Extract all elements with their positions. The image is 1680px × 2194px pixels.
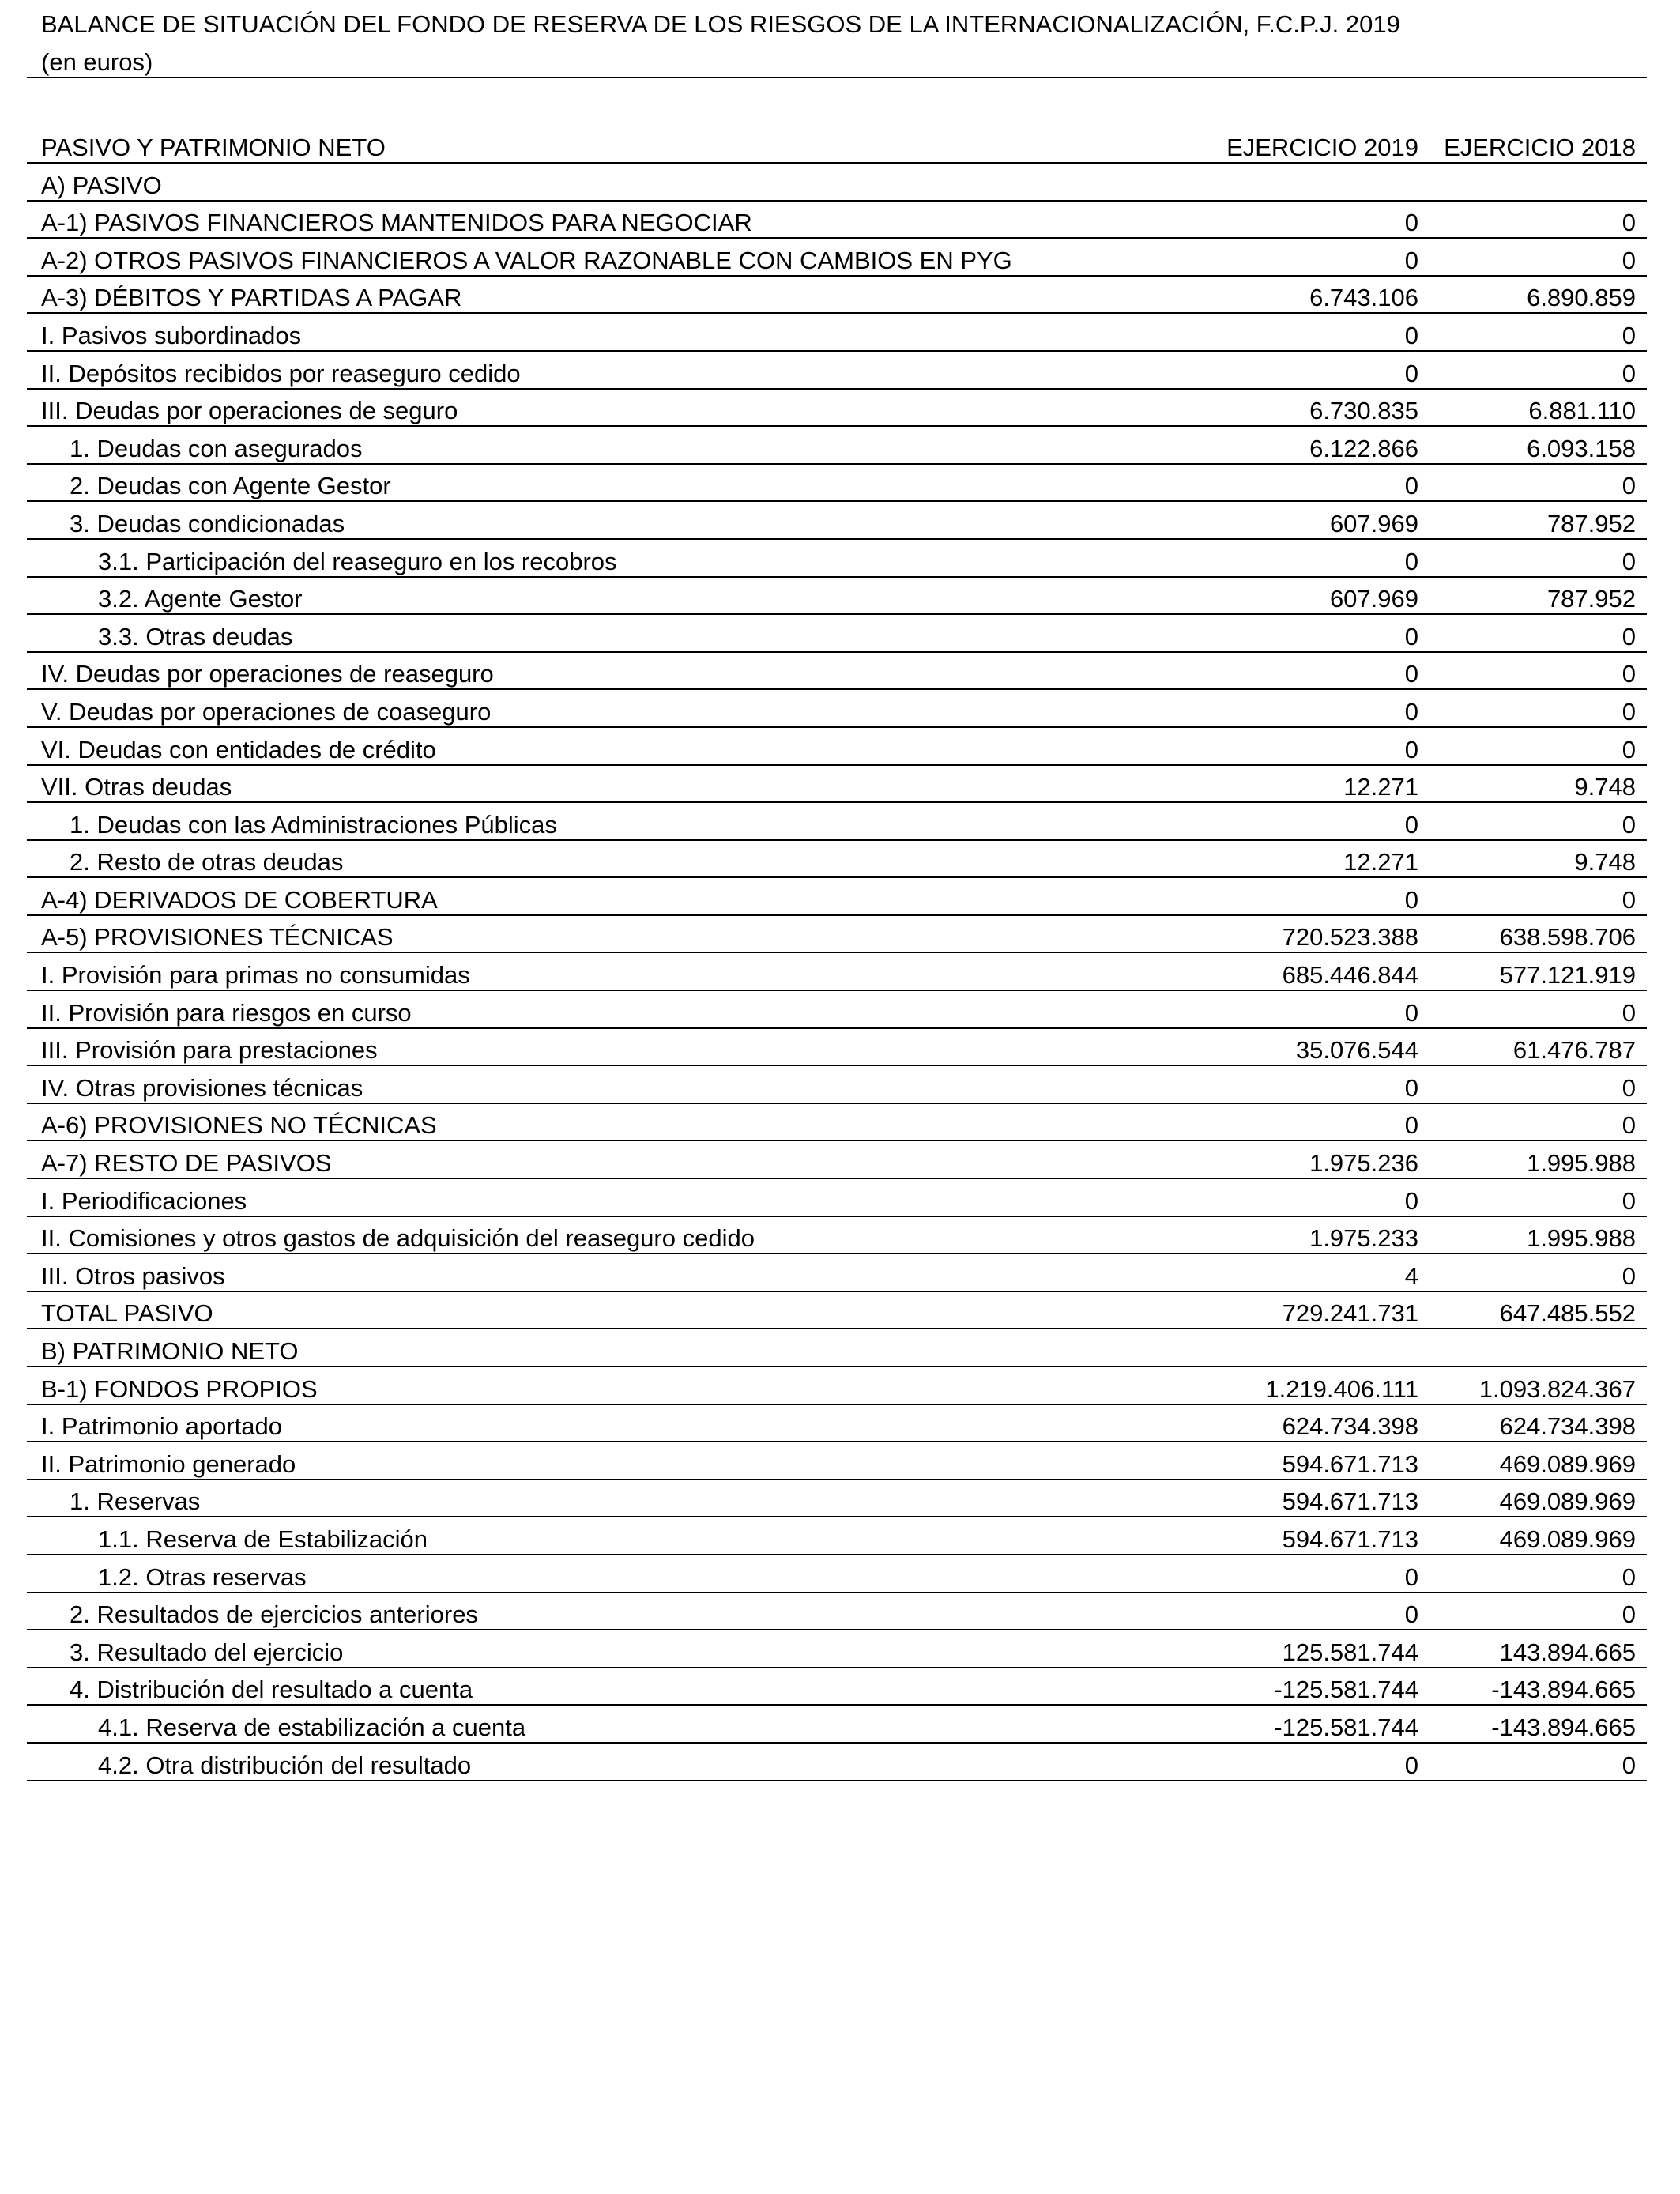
table-row: [27, 238, 1647, 276]
table-row: [27, 1593, 1647, 1630]
row-label: II. Patrimonio generado: [27, 1442, 1212, 1480]
row-value-2019: 0: [1212, 313, 1430, 351]
table-row: [27, 426, 1647, 464]
table-row: [27, 501, 1647, 539]
row-value-2019: 4: [1212, 1253, 1430, 1291]
document-title: BALANCE DE SITUACIÓN DEL FONDO DE RESERVA DE LOS RIESGOS DE LA INTERNACIONALIZACIÓN, F.C.P.J. 2019: [41, 10, 1400, 38]
row-label: IV. Otras provisiones técnicas: [27, 1065, 1212, 1103]
table-row: [27, 990, 1647, 1028]
row-value-2019: 607.969: [1212, 501, 1430, 539]
row-label: TOTAL PASIVO: [27, 1291, 1212, 1329]
row-label: A) PASIVO: [27, 163, 1212, 201]
row-value-2019: 0: [1212, 1103, 1430, 1141]
row-value-2019: 12.271: [1212, 840, 1430, 878]
row-value-2018: -143.894.665: [1430, 1705, 1647, 1743]
row-value-2019: 720.523.388: [1212, 915, 1430, 953]
row-value-2018: 1.995.988: [1430, 1216, 1647, 1254]
row-value-2018: 0: [1430, 1743, 1647, 1781]
row-label: 3.3. Otras deudas: [27, 614, 1212, 652]
row-label: 4.1. Reserva de estabilización a cuenta: [27, 1705, 1212, 1743]
row-value-2019: 1.975.236: [1212, 1140, 1430, 1178]
table-row: [27, 689, 1647, 727]
table-row: [27, 1367, 1647, 1404]
row-value-2018: 0: [1430, 464, 1647, 502]
row-value-2019: 0: [1212, 689, 1430, 727]
row-label: A-5) PROVISIONES TÉCNICAS: [27, 915, 1212, 953]
row-value-2019: 0: [1212, 201, 1430, 239]
header-2019: EJERCICIO 2019: [1212, 126, 1430, 163]
row-value-2018: 0: [1430, 727, 1647, 765]
row-label: V. Deudas por operaciones de coaseguro: [27, 689, 1212, 727]
row-value-2019: 0: [1212, 1743, 1430, 1781]
row-label: 3.2. Agente Gestor: [27, 577, 1212, 615]
row-value-2018: 9.748: [1430, 765, 1647, 803]
row-value-2019: [1212, 1329, 1430, 1367]
header-2018: EJERCICIO 2018: [1430, 126, 1647, 163]
table-row: [27, 877, 1647, 915]
row-label: IV. Deudas por operaciones de reaseguro: [27, 652, 1212, 690]
row-label: I. Patrimonio aportado: [27, 1404, 1212, 1442]
table-row: [27, 276, 1647, 314]
table-row: [27, 652, 1647, 690]
row-value-2019: 125.581.744: [1212, 1630, 1430, 1668]
table-row: [27, 313, 1647, 351]
row-value-2019: 6.743.106: [1212, 276, 1430, 314]
row-label: A-7) RESTO DE PASIVOS: [27, 1140, 1212, 1178]
row-value-2018: 0: [1430, 1065, 1647, 1103]
table-row: [27, 201, 1647, 239]
row-value-2019: 35.076.544: [1212, 1028, 1430, 1066]
row-label: 4. Distribución del resultado a cuenta: [27, 1668, 1212, 1706]
row-value-2019: 0: [1212, 1178, 1430, 1216]
table-row: [27, 915, 1647, 953]
row-value-2019: 1.219.406.111: [1212, 1367, 1430, 1404]
row-value-2019: 0: [1212, 990, 1430, 1028]
row-value-2019: 0: [1212, 652, 1430, 690]
row-label: I. Provisión para primas no consumidas: [27, 952, 1212, 990]
row-value-2018: 61.476.787: [1430, 1028, 1647, 1066]
row-value-2018: 1.093.824.367: [1430, 1367, 1647, 1404]
table-row: [27, 1442, 1647, 1480]
table-row: [27, 1705, 1647, 1743]
row-label: 2. Resultados de ejercicios anteriores: [27, 1593, 1212, 1630]
row-label: II. Comisiones y otros gastos de adquisición del reaseguro cedido: [27, 1216, 1212, 1254]
row-value-2018: 0: [1430, 689, 1647, 727]
row-label: 1.2. Otras reservas: [27, 1555, 1212, 1593]
table-row: [27, 765, 1647, 803]
row-value-2018: 0: [1430, 990, 1647, 1028]
table-row: [27, 1668, 1647, 1706]
row-label: 1. Reservas: [27, 1480, 1212, 1517]
row-label: II. Provisión para riesgos en curso: [27, 990, 1212, 1028]
row-value-2019: 0: [1212, 464, 1430, 502]
row-value-2018: 469.089.969: [1430, 1442, 1647, 1480]
table-row: [27, 727, 1647, 765]
row-value-2019: 0: [1212, 539, 1430, 577]
row-label: A-4) DERIVADOS DE COBERTURA: [27, 877, 1212, 915]
row-value-2018: 143.894.665: [1430, 1630, 1647, 1668]
row-value-2018: 0: [1430, 1555, 1647, 1593]
table-row: [27, 1216, 1647, 1254]
row-label: B-1) FONDOS PROPIOS: [27, 1367, 1212, 1404]
row-label: 3. Deudas condicionadas: [27, 501, 1212, 539]
table-row: [27, 952, 1647, 990]
row-label: 3. Resultado del ejercicio: [27, 1630, 1212, 1668]
table-row: [27, 163, 1647, 201]
row-label: 1.1. Reserva de Estabilización: [27, 1517, 1212, 1555]
row-value-2018: 1.995.988: [1430, 1140, 1647, 1178]
balance-table: [27, 126, 1647, 1781]
row-value-2018: 6.890.859: [1430, 276, 1647, 314]
table-header-row: [27, 126, 1647, 163]
row-value-2018: -143.894.665: [1430, 1668, 1647, 1706]
row-value-2018: 0: [1430, 313, 1647, 351]
table-row-total: [27, 1291, 1647, 1329]
row-value-2019: 0: [1212, 614, 1430, 652]
row-value-2019: 594.671.713: [1212, 1480, 1430, 1517]
row-value-2018: [1430, 1329, 1647, 1367]
row-value-2018: 787.952: [1430, 501, 1647, 539]
table-row: [27, 1404, 1647, 1442]
row-value-2018: 577.121.919: [1430, 952, 1647, 990]
table-row: [27, 1140, 1647, 1178]
row-label: A-6) PROVISIONES NO TÉCNICAS: [27, 1103, 1212, 1141]
row-label: A-2) OTROS PASIVOS FINANCIEROS A VALOR RAZONABLE CON CAMBIOS EN PYG: [27, 238, 1212, 276]
table-row: [27, 1329, 1647, 1367]
row-label: I. Periodificaciones: [27, 1178, 1212, 1216]
row-value-2018: 787.952: [1430, 577, 1647, 615]
row-value-2019: 0: [1212, 238, 1430, 276]
row-value-2019: 729.241.731: [1212, 1291, 1430, 1329]
table-row: [27, 1743, 1647, 1781]
row-value-2018: 0: [1430, 1593, 1647, 1630]
row-label: B) PATRIMONIO NETO: [27, 1329, 1212, 1367]
row-label: 4.2. Otra distribución del resultado: [27, 1743, 1212, 1781]
row-value-2019: 624.734.398: [1212, 1404, 1430, 1442]
row-value-2018: 0: [1430, 201, 1647, 239]
row-value-2019: 594.671.713: [1212, 1442, 1430, 1480]
row-value-2019: 1.975.233: [1212, 1216, 1430, 1254]
table-row: [27, 1065, 1647, 1103]
row-value-2019: 12.271: [1212, 765, 1430, 803]
row-label: 3.1. Participación del reaseguro en los recobros: [27, 539, 1212, 577]
row-value-2019: 594.671.713: [1212, 1517, 1430, 1555]
table-row: [27, 539, 1647, 577]
row-label: 1. Deudas con asegurados: [27, 426, 1212, 464]
row-value-2019: 0: [1212, 802, 1430, 840]
table-row: [27, 1178, 1647, 1216]
table-row: [27, 389, 1647, 427]
row-label: A-1) PASIVOS FINANCIEROS MANTENIDOS PARA NEGOCIAR: [27, 201, 1212, 239]
row-label: 2. Resto de otras deudas: [27, 840, 1212, 878]
table-row: [27, 614, 1647, 652]
row-value-2018: [1430, 163, 1647, 201]
table-row: [27, 1630, 1647, 1668]
table-row: [27, 1555, 1647, 1593]
row-label: I. Pasivos subordinados: [27, 313, 1212, 351]
row-value-2019: 6.730.835: [1212, 389, 1430, 427]
table-row: [27, 351, 1647, 389]
row-value-2018: 0: [1430, 539, 1647, 577]
table-row: [27, 1103, 1647, 1141]
row-value-2018: 0: [1430, 1178, 1647, 1216]
table-row: [27, 802, 1647, 840]
table-row: [27, 577, 1647, 615]
row-value-2018: 6.881.110: [1430, 389, 1647, 427]
row-label: 1. Deudas con las Administraciones Públicas: [27, 802, 1212, 840]
row-value-2019: -125.581.744: [1212, 1705, 1430, 1743]
row-value-2018: 0: [1430, 351, 1647, 389]
row-value-2019: 607.969: [1212, 577, 1430, 615]
row-value-2019: 685.446.844: [1212, 952, 1430, 990]
row-value-2018: 9.748: [1430, 840, 1647, 878]
row-value-2018: 0: [1430, 1103, 1647, 1141]
table-row: [27, 1517, 1647, 1555]
row-label: VI. Deudas con entidades de crédito: [27, 727, 1212, 765]
row-value-2018: 638.598.706: [1430, 915, 1647, 953]
row-value-2019: 0: [1212, 727, 1430, 765]
table-row: [27, 840, 1647, 878]
row-label: III. Deudas por operaciones de seguro: [27, 389, 1212, 427]
row-value-2018: 6.093.158: [1430, 426, 1647, 464]
header-label: PASIVO Y PATRIMONIO NETO: [27, 126, 1212, 163]
row-value-2018: 0: [1430, 614, 1647, 652]
row-value-2018: 0: [1430, 238, 1647, 276]
row-value-2019: -125.581.744: [1212, 1668, 1430, 1706]
row-value-2018: 0: [1430, 802, 1647, 840]
row-value-2018: 0: [1430, 652, 1647, 690]
row-value-2019: 0: [1212, 1065, 1430, 1103]
row-label: III. Otros pasivos: [27, 1253, 1212, 1291]
row-label: 2. Deudas con Agente Gestor: [27, 464, 1212, 502]
row-value-2019: 6.122.866: [1212, 426, 1430, 464]
row-label: II. Depósitos recibidos por reaseguro cedido: [27, 351, 1212, 389]
row-value-2019: 0: [1212, 351, 1430, 389]
row-value-2019: 0: [1212, 1555, 1430, 1593]
row-value-2019: 0: [1212, 877, 1430, 915]
table-row: [27, 1253, 1647, 1291]
row-value-2018: 624.734.398: [1430, 1404, 1647, 1442]
row-value-2019: [1212, 163, 1430, 201]
table-row: [27, 464, 1647, 502]
document-subtitle: (en euros): [41, 48, 153, 76]
row-label: VII. Otras deudas: [27, 765, 1212, 803]
row-label: A-3) DÉBITOS Y PARTIDAS A PAGAR: [27, 276, 1212, 314]
table-row: [27, 1480, 1647, 1517]
row-label: III. Provisión para prestaciones: [27, 1028, 1212, 1066]
title-divider: [27, 77, 1647, 78]
row-value-2018: 647.485.552: [1430, 1291, 1647, 1329]
row-value-2018: 469.089.969: [1430, 1480, 1647, 1517]
row-value-2018: 469.089.969: [1430, 1517, 1647, 1555]
row-value-2019: 0: [1212, 1593, 1430, 1630]
table-row: [27, 1028, 1647, 1066]
row-value-2018: 0: [1430, 1253, 1647, 1291]
row-value-2018: 0: [1430, 877, 1647, 915]
